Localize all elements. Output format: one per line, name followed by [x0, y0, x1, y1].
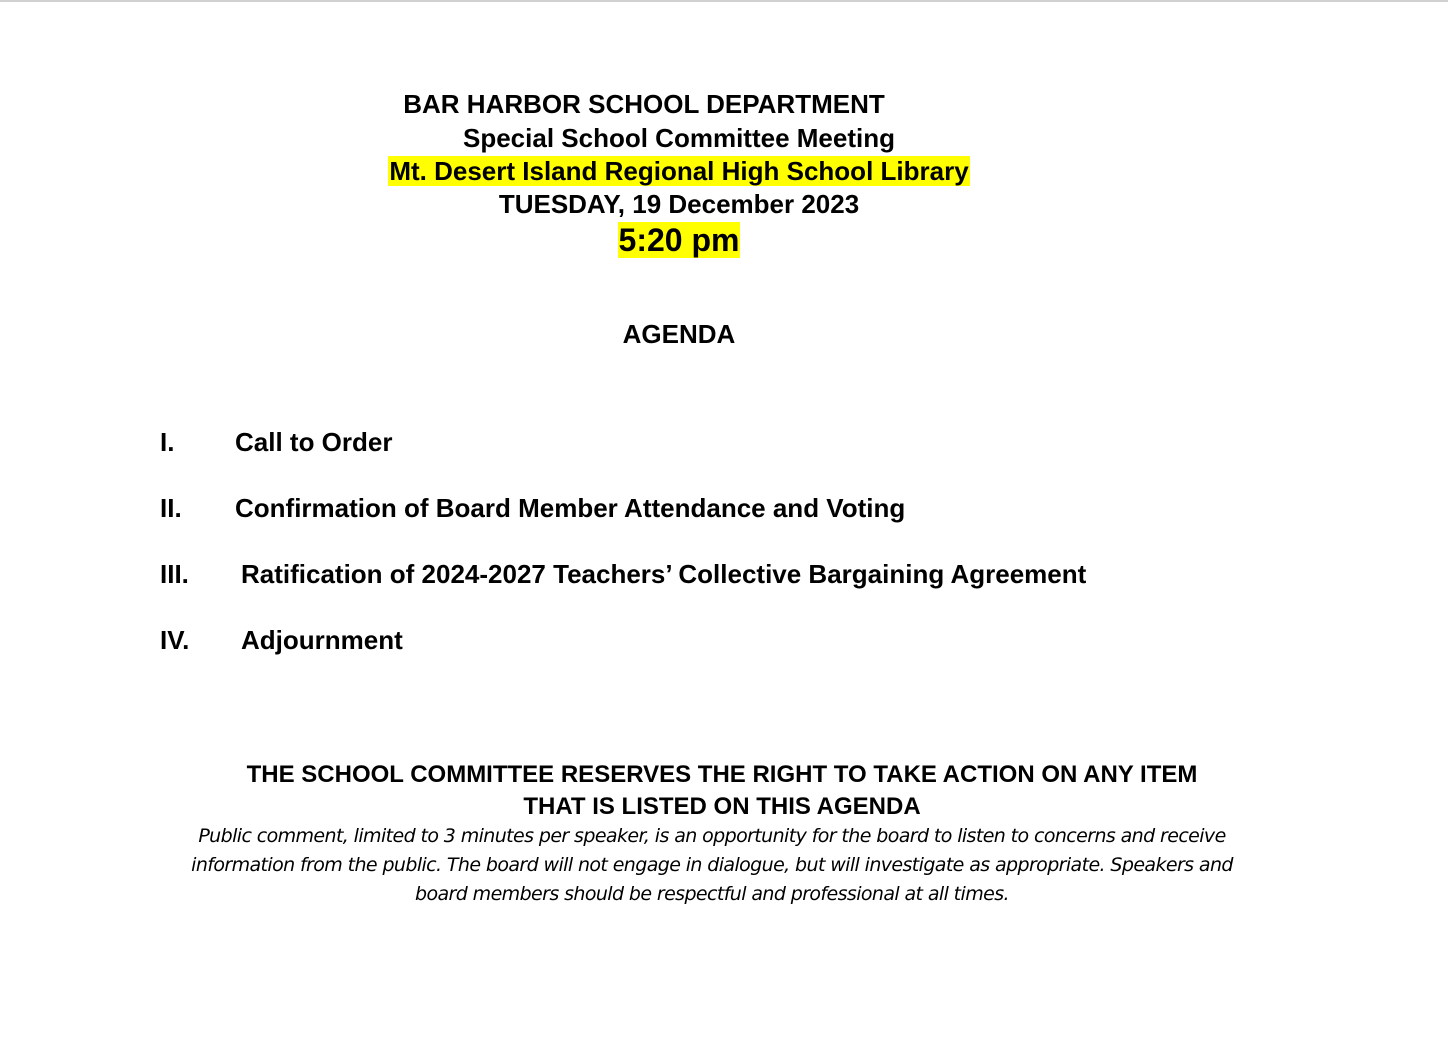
- agenda-title: [0, 319, 1358, 350]
- agenda-item-number: IV.: [160, 625, 190, 655]
- meeting-location: Mt. Desert Island Regional High School Library: [389, 156, 969, 186]
- department-heading: [0, 89, 1323, 120]
- action-notice-line-1: THE SCHOOL COMMITTEE RESERVES THE RIGHT TO TAKE ACTION ON ANY ITEM: [246, 761, 1198, 788]
- date-heading: [0, 189, 1358, 220]
- department-name: BAR HARBOR SCHOOL DEPARTMENT: [403, 89, 885, 119]
- meeting-time: 5:20 pm: [618, 222, 740, 258]
- agenda-title-text: AGENDA: [622, 319, 736, 349]
- action-notice-line-2: THAT IS LISTED ON THIS AGENDA: [523, 793, 921, 820]
- meeting-date: TUESDAY, 19 December 2023: [498, 189, 860, 219]
- time-heading: [0, 222, 1358, 259]
- public-comment-line-2: information from the public. The board will not engage in dialogue, but will investigate as appropriate. Speakers and: [191, 854, 1233, 876]
- location-heading: [0, 156, 1358, 187]
- agenda-item-text: Call to Order: [235, 427, 393, 457]
- agenda-item-text: Ratification of 2024-2027 Teachers’ Collective Bargaining Agreement: [241, 559, 1087, 589]
- meeting-type: Special School Committee Meeting: [463, 123, 895, 153]
- agenda-item-number: III.: [160, 559, 189, 589]
- public-comment-line-1: Public comment, limited to 3 minutes per speaker, is an opportunity for the board to listen to concerns and receive: [198, 825, 1226, 847]
- public-comment-line-3: board members should be respectful and professional at all times.: [415, 883, 1009, 905]
- agenda-item-number: II.: [160, 493, 182, 523]
- meeting-type-heading: [0, 123, 1358, 154]
- agenda-item-number: I.: [160, 427, 175, 457]
- agenda-item-text: Confirmation of Board Member Attendance and Voting: [235, 493, 906, 523]
- agenda-item-text: Adjournment: [241, 625, 403, 655]
